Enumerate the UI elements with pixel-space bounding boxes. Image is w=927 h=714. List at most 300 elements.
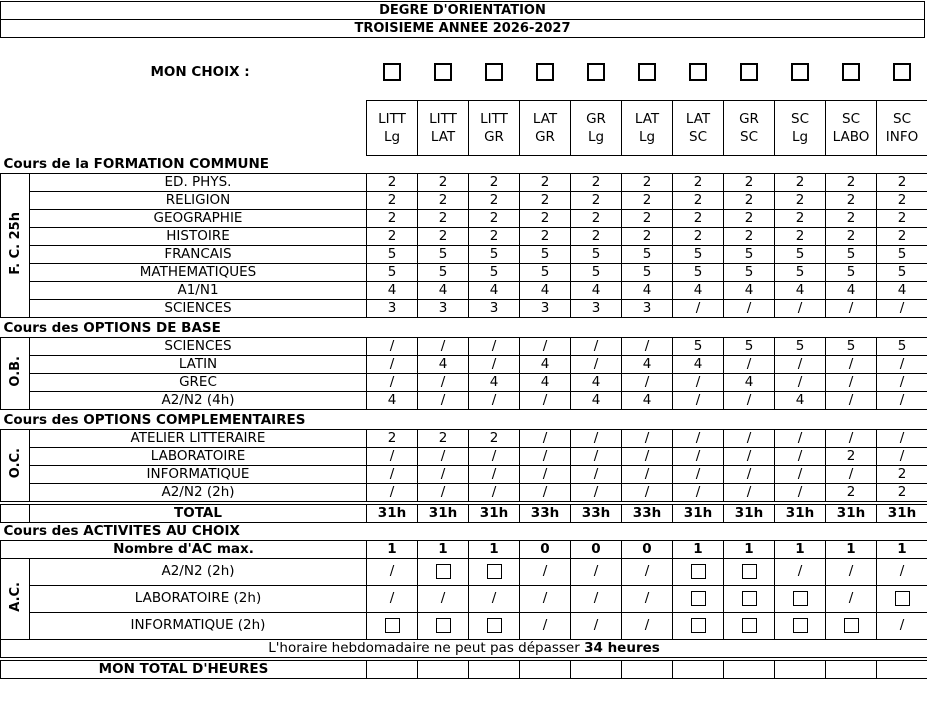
activity-checkbox[interactable] bbox=[691, 591, 706, 606]
value-cell: 2 bbox=[826, 209, 877, 227]
value-cell: / bbox=[520, 558, 571, 585]
value-cell: 5 bbox=[724, 337, 775, 355]
value-cell: 5 bbox=[367, 263, 418, 281]
choice-checkbox[interactable] bbox=[587, 63, 605, 81]
value-cell: / bbox=[673, 447, 724, 465]
section-title: Cours des OPTIONS DE BASE bbox=[1, 320, 927, 338]
table-row bbox=[1, 337, 927, 355]
value-cell: 2 bbox=[571, 191, 622, 209]
course-label: FRANCAIS bbox=[30, 245, 367, 263]
course-label: A2/N2 (2h) bbox=[30, 558, 367, 585]
value-cell: 4 bbox=[520, 355, 571, 373]
value-cell: / bbox=[877, 429, 927, 447]
choice-checkbox[interactable] bbox=[842, 63, 860, 81]
value-cell: / bbox=[622, 612, 673, 639]
value-cell: / bbox=[673, 429, 724, 447]
table-row bbox=[1, 209, 927, 227]
value-cell[interactable] bbox=[673, 612, 724, 639]
value-cell: 2 bbox=[520, 227, 571, 245]
value-cell: 5 bbox=[775, 263, 826, 281]
value-cell: / bbox=[469, 465, 520, 483]
value-cell: / bbox=[367, 373, 418, 391]
value-cell: 4 bbox=[775, 391, 826, 409]
total-value: 31h bbox=[367, 504, 418, 522]
value-cell: 5 bbox=[469, 245, 520, 263]
value-cell: 2 bbox=[724, 209, 775, 227]
activity-checkbox[interactable] bbox=[436, 564, 451, 579]
value-cell: 2 bbox=[826, 227, 877, 245]
value-cell[interactable] bbox=[418, 612, 469, 639]
table-row bbox=[1, 263, 927, 281]
choice-checkbox[interactable] bbox=[485, 63, 503, 81]
value-cell: 5 bbox=[724, 263, 775, 281]
value-cell: / bbox=[520, 465, 571, 483]
value-cell: 4 bbox=[571, 373, 622, 391]
value-cell: / bbox=[877, 355, 927, 373]
value-cell: 5 bbox=[775, 337, 826, 355]
value-cell[interactable] bbox=[673, 558, 724, 585]
value-cell[interactable] bbox=[724, 612, 775, 639]
table-row bbox=[1, 191, 927, 209]
value-cell: 5 bbox=[826, 337, 877, 355]
course-label: HISTOIRE bbox=[30, 227, 367, 245]
value-cell[interactable] bbox=[367, 612, 418, 639]
value-cell: 5 bbox=[367, 245, 418, 263]
value-cell: / bbox=[571, 355, 622, 373]
value-cell: / bbox=[826, 391, 877, 409]
choice-checkbox[interactable] bbox=[383, 63, 401, 81]
value-cell: 2 bbox=[520, 209, 571, 227]
table-row bbox=[1, 612, 927, 639]
value-cell: 2 bbox=[367, 209, 418, 227]
value-cell: / bbox=[775, 465, 826, 483]
value-cell: 3 bbox=[571, 299, 622, 317]
value-cell: 2 bbox=[826, 447, 877, 465]
activity-checkbox[interactable] bbox=[793, 618, 808, 633]
value-cell: 2 bbox=[469, 227, 520, 245]
course-label: MATHEMATIQUES bbox=[30, 263, 367, 281]
course-label: A1/N1 bbox=[30, 281, 367, 299]
value-cell: 5 bbox=[571, 245, 622, 263]
table-row bbox=[1, 585, 927, 612]
table-row bbox=[1, 227, 927, 245]
activity-checkbox[interactable] bbox=[691, 564, 706, 579]
value-cell: 2 bbox=[418, 429, 469, 447]
group-label: F. C. 25h bbox=[1, 173, 30, 317]
column-header: SC Lg bbox=[775, 100, 826, 155]
value-cell: / bbox=[622, 558, 673, 585]
ac-max-value: 1 bbox=[877, 540, 927, 558]
value-cell: 5 bbox=[826, 245, 877, 263]
ac-max-value: 1 bbox=[469, 540, 520, 558]
value-cell: / bbox=[622, 337, 673, 355]
ac-max-value: 1 bbox=[724, 540, 775, 558]
value-cell: 4 bbox=[877, 281, 927, 299]
table-row bbox=[1, 299, 927, 317]
course-label: LABORATOIRE bbox=[30, 447, 367, 465]
section-title: Cours des OPTIONS COMPLEMENTAIRES bbox=[1, 412, 927, 430]
value-cell: 2 bbox=[877, 483, 927, 501]
value-cell: 2 bbox=[826, 173, 877, 191]
total-value: 33h bbox=[520, 504, 571, 522]
my-total-cell[interactable] bbox=[520, 660, 571, 678]
value-cell: / bbox=[571, 612, 622, 639]
value-cell: 2 bbox=[367, 173, 418, 191]
value-cell: 4 bbox=[418, 355, 469, 373]
value-cell: 4 bbox=[673, 355, 724, 373]
value-cell: / bbox=[826, 373, 877, 391]
value-cell: / bbox=[775, 558, 826, 585]
column-header: SC INFO bbox=[877, 100, 927, 155]
value-cell: 2 bbox=[418, 227, 469, 245]
value-cell: 4 bbox=[469, 281, 520, 299]
total-value: 31h bbox=[673, 504, 724, 522]
value-cell: 2 bbox=[418, 191, 469, 209]
value-cell: 4 bbox=[775, 281, 826, 299]
course-label: LABORATOIRE (2h) bbox=[30, 585, 367, 612]
value-cell: / bbox=[826, 355, 877, 373]
ac-max-label: Nombre d'AC max. bbox=[1, 540, 367, 558]
value-cell: / bbox=[367, 355, 418, 373]
value-cell[interactable] bbox=[724, 558, 775, 585]
value-cell[interactable] bbox=[418, 558, 469, 585]
value-cell: / bbox=[724, 299, 775, 317]
table-row bbox=[1, 429, 927, 447]
value-cell: 2 bbox=[622, 227, 673, 245]
value-cell: / bbox=[775, 429, 826, 447]
value-cell: / bbox=[520, 585, 571, 612]
table-row bbox=[1, 483, 927, 501]
value-cell: 2 bbox=[571, 209, 622, 227]
total-row bbox=[1, 504, 927, 522]
value-cell: 2 bbox=[673, 227, 724, 245]
activity-checkbox[interactable] bbox=[793, 591, 808, 606]
ac-max-value: 1 bbox=[367, 540, 418, 558]
value-cell: 5 bbox=[622, 263, 673, 281]
value-cell: / bbox=[622, 373, 673, 391]
value-cell: 2 bbox=[367, 191, 418, 209]
value-cell: 2 bbox=[775, 209, 826, 227]
value-cell: 2 bbox=[469, 429, 520, 447]
hours-note: L'horaire hebdomadaire ne peut pas dépasser 34 heures bbox=[1, 639, 927, 657]
my-total-cell[interactable] bbox=[877, 660, 927, 678]
ac-max-value: 0 bbox=[622, 540, 673, 558]
value-cell: / bbox=[367, 337, 418, 355]
value-cell: 3 bbox=[520, 299, 571, 317]
value-cell: 3 bbox=[622, 299, 673, 317]
activity-checkbox[interactable] bbox=[385, 618, 400, 633]
column-header: SC LABO bbox=[826, 100, 877, 155]
table-row bbox=[1, 245, 927, 263]
value-cell: / bbox=[673, 391, 724, 409]
value-cell: 2 bbox=[622, 173, 673, 191]
value-cell: 5 bbox=[520, 263, 571, 281]
value-cell: 4 bbox=[622, 391, 673, 409]
value-cell: / bbox=[469, 585, 520, 612]
my-total-cell[interactable] bbox=[775, 660, 826, 678]
my-total-label: MON TOTAL D'HEURES bbox=[1, 660, 367, 678]
value-cell: 2 bbox=[826, 191, 877, 209]
group-label: A.C. bbox=[1, 558, 30, 639]
value-cell: / bbox=[520, 612, 571, 639]
value-cell: / bbox=[571, 483, 622, 501]
value-cell: 3 bbox=[367, 299, 418, 317]
course-grid bbox=[0, 44, 927, 679]
value-cell: 5 bbox=[724, 245, 775, 263]
value-cell: / bbox=[826, 465, 877, 483]
table-row bbox=[1, 465, 927, 483]
value-cell: / bbox=[520, 483, 571, 501]
value-cell: 2 bbox=[877, 227, 927, 245]
ac-max-value: 1 bbox=[775, 540, 826, 558]
value-cell: 4 bbox=[469, 373, 520, 391]
course-label: INFORMATIQUE (2h) bbox=[30, 612, 367, 639]
value-cell[interactable] bbox=[724, 585, 775, 612]
value-cell: / bbox=[877, 391, 927, 409]
value-cell: 2 bbox=[724, 227, 775, 245]
value-cell: / bbox=[724, 483, 775, 501]
value-cell: 2 bbox=[673, 209, 724, 227]
value-cell: / bbox=[775, 447, 826, 465]
activity-checkbox[interactable] bbox=[844, 618, 859, 633]
activity-checkbox[interactable] bbox=[742, 564, 757, 579]
value-cell: 5 bbox=[673, 245, 724, 263]
value-cell: / bbox=[724, 429, 775, 447]
value-cell: 2 bbox=[775, 191, 826, 209]
course-label: SCIENCES bbox=[30, 299, 367, 317]
value-cell: / bbox=[418, 337, 469, 355]
my-total-cell[interactable] bbox=[673, 660, 724, 678]
table-row bbox=[1, 447, 927, 465]
column-header: LITT GR bbox=[469, 100, 520, 155]
value-cell: 5 bbox=[673, 337, 724, 355]
column-header: GR Lg bbox=[571, 100, 622, 155]
value-cell: / bbox=[418, 373, 469, 391]
course-label: ATELIER LITTERAIRE bbox=[30, 429, 367, 447]
table-row bbox=[1, 355, 927, 373]
value-cell: / bbox=[418, 465, 469, 483]
value-cell: / bbox=[673, 299, 724, 317]
my-total-cell[interactable] bbox=[826, 660, 877, 678]
total-value: 31h bbox=[469, 504, 520, 522]
total-value: 31h bbox=[418, 504, 469, 522]
value-cell: / bbox=[877, 299, 927, 317]
value-cell[interactable] bbox=[826, 612, 877, 639]
course-label: LATIN bbox=[30, 355, 367, 373]
total-value: 33h bbox=[571, 504, 622, 522]
value-cell: 2 bbox=[418, 209, 469, 227]
choice-checkbox[interactable] bbox=[434, 63, 452, 81]
total-value: 31h bbox=[877, 504, 927, 522]
value-cell: / bbox=[775, 355, 826, 373]
my-total-cell[interactable] bbox=[622, 660, 673, 678]
value-cell: 2 bbox=[469, 173, 520, 191]
value-cell: / bbox=[367, 447, 418, 465]
value-cell[interactable] bbox=[673, 585, 724, 612]
value-cell: / bbox=[418, 483, 469, 501]
ac-max-value: 1 bbox=[418, 540, 469, 558]
my-total-cell[interactable] bbox=[469, 660, 520, 678]
value-cell: 4 bbox=[622, 281, 673, 299]
value-cell: / bbox=[571, 558, 622, 585]
form-title: DEGRE D'ORIENTATION bbox=[0, 1, 925, 20]
column-header: LITT Lg bbox=[367, 100, 418, 155]
course-label: INFORMATIQUE bbox=[30, 465, 367, 483]
section-title: Cours de la FORMATION COMMUNE bbox=[3, 155, 270, 172]
ac-max-value: 1 bbox=[826, 540, 877, 558]
value-cell[interactable] bbox=[775, 612, 826, 639]
value-cell: / bbox=[367, 585, 418, 612]
value-cell: 3 bbox=[418, 299, 469, 317]
value-cell: 2 bbox=[724, 191, 775, 209]
activity-checkbox[interactable] bbox=[742, 591, 757, 606]
value-cell: 2 bbox=[673, 191, 724, 209]
value-cell: 2 bbox=[877, 209, 927, 227]
activity-checkbox[interactable] bbox=[895, 591, 910, 606]
value-cell: / bbox=[877, 558, 927, 585]
choice-checkbox[interactable] bbox=[791, 63, 809, 81]
table-row bbox=[1, 391, 927, 409]
value-cell: / bbox=[571, 429, 622, 447]
my-total-cell[interactable] bbox=[724, 660, 775, 678]
table-row bbox=[1, 281, 927, 299]
activity-checkbox[interactable] bbox=[691, 618, 706, 633]
course-label: RELIGION bbox=[30, 191, 367, 209]
value-cell: / bbox=[571, 337, 622, 355]
value-cell: 5 bbox=[520, 245, 571, 263]
value-cell: / bbox=[469, 337, 520, 355]
value-cell: / bbox=[724, 447, 775, 465]
column-header: LAT Lg bbox=[622, 100, 673, 155]
value-cell: / bbox=[469, 355, 520, 373]
value-cell: / bbox=[826, 585, 877, 612]
value-cell: 4 bbox=[571, 281, 622, 299]
value-cell: 5 bbox=[877, 337, 927, 355]
value-cell: / bbox=[724, 465, 775, 483]
value-cell: / bbox=[520, 447, 571, 465]
value-cell: / bbox=[826, 429, 877, 447]
activity-checkbox[interactable] bbox=[487, 618, 502, 633]
value-cell: / bbox=[520, 429, 571, 447]
value-cell: 5 bbox=[622, 245, 673, 263]
activity-checkbox[interactable] bbox=[742, 618, 757, 633]
value-cell: 2 bbox=[469, 209, 520, 227]
value-cell: / bbox=[877, 612, 927, 639]
value-cell: 2 bbox=[571, 227, 622, 245]
value-cell[interactable] bbox=[469, 612, 520, 639]
my-total-cell[interactable] bbox=[571, 660, 622, 678]
value-cell: 2 bbox=[469, 191, 520, 209]
ac-max-value: 1 bbox=[673, 540, 724, 558]
my-total-cell[interactable] bbox=[367, 660, 418, 678]
value-cell: 4 bbox=[571, 391, 622, 409]
choice-checkbox[interactable] bbox=[536, 63, 554, 81]
value-cell: / bbox=[469, 391, 520, 409]
choice-checkbox[interactable] bbox=[638, 63, 656, 81]
value-cell: 2 bbox=[622, 191, 673, 209]
value-cell: / bbox=[571, 465, 622, 483]
value-cell: / bbox=[418, 391, 469, 409]
value-cell: 4 bbox=[673, 281, 724, 299]
value-cell: 4 bbox=[520, 373, 571, 391]
value-cell[interactable] bbox=[877, 585, 927, 612]
course-label: GREC bbox=[30, 373, 367, 391]
value-cell: 2 bbox=[571, 173, 622, 191]
value-cell: / bbox=[469, 483, 520, 501]
value-cell: 2 bbox=[877, 465, 927, 483]
value-cell: 2 bbox=[775, 227, 826, 245]
value-cell: 5 bbox=[571, 263, 622, 281]
value-cell: 5 bbox=[826, 263, 877, 281]
value-cell: / bbox=[673, 373, 724, 391]
group-label: O.C. bbox=[1, 429, 30, 501]
total-value: 31h bbox=[826, 504, 877, 522]
activity-checkbox[interactable] bbox=[436, 618, 451, 633]
value-cell: / bbox=[826, 299, 877, 317]
value-cell: 4 bbox=[367, 391, 418, 409]
table-row bbox=[1, 173, 927, 191]
value-cell: 2 bbox=[520, 191, 571, 209]
value-cell: / bbox=[775, 373, 826, 391]
course-label: SCIENCES bbox=[30, 337, 367, 355]
value-cell[interactable] bbox=[469, 558, 520, 585]
total-value: 33h bbox=[622, 504, 673, 522]
group-label: O.B. bbox=[1, 337, 30, 409]
value-cell: / bbox=[775, 299, 826, 317]
value-cell: 2 bbox=[367, 429, 418, 447]
total-label: TOTAL bbox=[30, 504, 367, 522]
column-header: GR SC bbox=[724, 100, 775, 155]
column-header: LITT LAT bbox=[418, 100, 469, 155]
value-cell: / bbox=[673, 483, 724, 501]
table-row bbox=[1, 558, 927, 585]
value-cell: 5 bbox=[673, 263, 724, 281]
form-subtitle: TROISIEME ANNEE 2026-2027 bbox=[0, 19, 925, 38]
value-cell: / bbox=[877, 373, 927, 391]
choice-checkbox[interactable] bbox=[893, 63, 911, 81]
value-cell: 4 bbox=[622, 355, 673, 373]
column-header: LAT SC bbox=[673, 100, 724, 155]
my-total-cell[interactable] bbox=[418, 660, 469, 678]
course-label: GEOGRAPHIE bbox=[30, 209, 367, 227]
value-cell: 4 bbox=[724, 281, 775, 299]
choice-checkbox[interactable] bbox=[740, 63, 758, 81]
value-cell: 5 bbox=[418, 245, 469, 263]
value-cell: 5 bbox=[469, 263, 520, 281]
value-cell: / bbox=[622, 429, 673, 447]
value-cell: 4 bbox=[724, 373, 775, 391]
value-cell: / bbox=[367, 483, 418, 501]
value-cell: 5 bbox=[775, 245, 826, 263]
value-cell: 2 bbox=[418, 173, 469, 191]
value-cell: / bbox=[367, 558, 418, 585]
choice-checkbox[interactable] bbox=[689, 63, 707, 81]
value-cell: 2 bbox=[673, 173, 724, 191]
value-cell: / bbox=[571, 447, 622, 465]
course-label: ED. PHYS. bbox=[30, 173, 367, 191]
total-value: 31h bbox=[775, 504, 826, 522]
course-label: A2/N2 (4h) bbox=[30, 391, 367, 409]
value-cell: / bbox=[673, 465, 724, 483]
value-cell[interactable] bbox=[775, 585, 826, 612]
table-row bbox=[1, 373, 927, 391]
value-cell: / bbox=[724, 355, 775, 373]
total-value: 31h bbox=[724, 504, 775, 522]
value-cell: 2 bbox=[520, 173, 571, 191]
value-cell: 2 bbox=[367, 227, 418, 245]
value-cell: / bbox=[418, 585, 469, 612]
activity-checkbox[interactable] bbox=[487, 564, 502, 579]
